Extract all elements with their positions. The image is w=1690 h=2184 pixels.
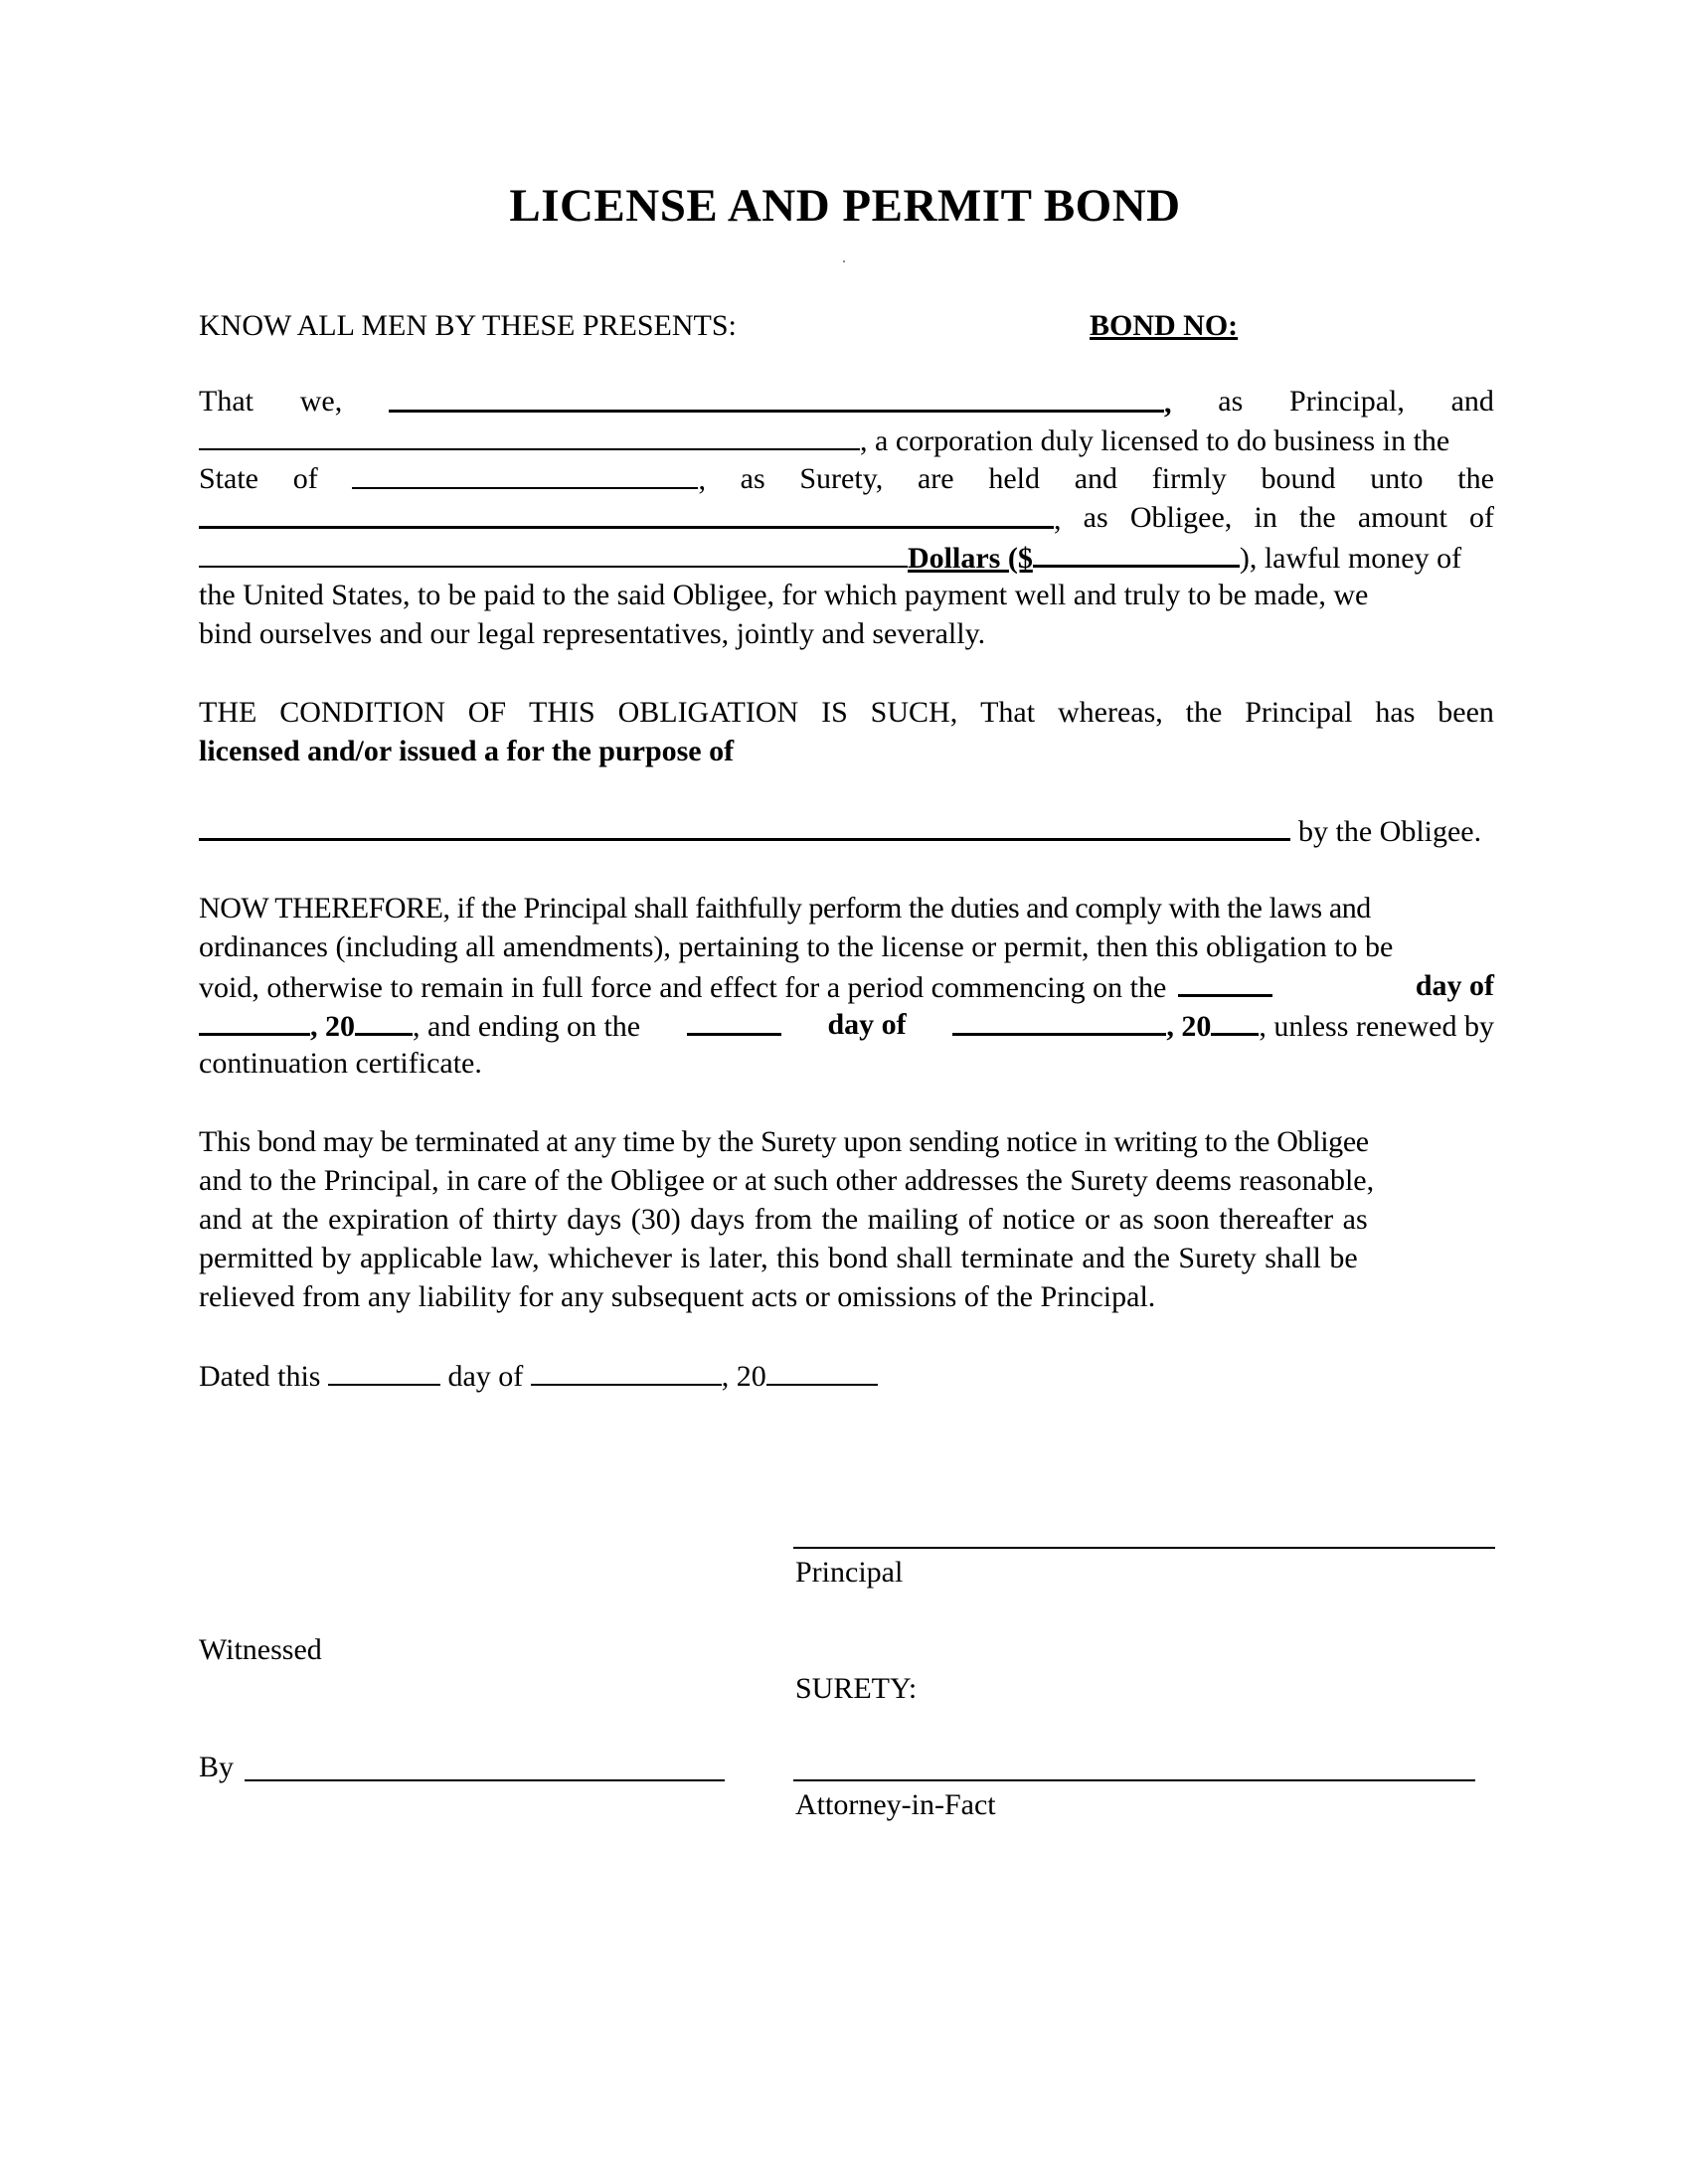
para1-line1: That we, , as Principal, and <box>199 382 1494 422</box>
para1-line4: , as Obligee, in the amount of <box>199 498 1494 539</box>
para1-line3: State of , as Surety, are held and firmly bound unto the <box>199 459 1494 499</box>
para3-line1: NOW THEREFORE, if the Principal shall faithfully perform the duties and comply with the laws and <box>199 892 1371 924</box>
intro-line <box>199 306 1494 345</box>
witness-signature-line[interactable] <box>245 1779 725 1781</box>
para3-line5: continuation certificate. <box>199 1047 482 1080</box>
amount-number-field[interactable] <box>1033 537 1240 568</box>
state-field[interactable] <box>352 459 698 489</box>
principal-signature-line[interactable] <box>793 1547 1495 1549</box>
document-title: LICENSE AND PERMIT BOND <box>509 180 1181 232</box>
para2-purpose-line: by the Obligee. <box>199 810 1494 851</box>
para4-line5: relieved from any liability for any subsequent acts or omissions of the Principal. <box>199 1280 1156 1313</box>
attorney-signature-line[interactable] <box>793 1779 1475 1781</box>
end-month-field[interactable] <box>952 1005 1166 1036</box>
attorney-in-fact-label: Attorney-in-Fact <box>795 1788 996 1821</box>
purpose-field[interactable] <box>199 810 1290 841</box>
dollars-label: Dollars ($ <box>908 542 1033 575</box>
intro-text: KNOW ALL MEN BY THESE PRESENTS: <box>199 309 737 342</box>
principal-name-field[interactable] <box>389 382 1164 413</box>
para4-line4: permitted by applicable law, whichever is later, this bond shall terminate and the Surety shall be <box>199 1242 1358 1274</box>
obligee-name-field[interactable] <box>199 498 1054 529</box>
witnessed-label: Witnessed <box>199 1633 322 1666</box>
surety-label: SURETY: <box>795 1672 918 1705</box>
start-month-field[interactable] <box>199 1005 310 1036</box>
para4-line1: This bond may be terminated at any time by the Surety upon sending notice in writing to the Obligee <box>199 1125 1369 1158</box>
para2-line2: licensed and/or issued a for the purpose of <box>199 735 735 767</box>
para3-line3: void, otherwise to remain in full force and effect for a period commencing on the day of <box>199 966 1494 1007</box>
dated-month-field[interactable] <box>531 1356 722 1386</box>
para1-line2: , a corporation duly licensed to do business in the <box>199 420 1494 460</box>
para2-line1: THE CONDITION OF THIS OBLIGATION IS SUCH, That whereas, the Principal has been <box>199 696 1494 729</box>
start-year-field[interactable] <box>355 1005 413 1036</box>
para1-line7: bind ourselves and our legal representatives, jointly and severally. <box>199 617 986 650</box>
dated-day-field[interactable] <box>328 1356 440 1386</box>
stray-mark <box>843 260 845 262</box>
bond-number-label: BOND NO: <box>1090 309 1239 342</box>
end-year-field[interactable] <box>1211 1005 1259 1036</box>
amount-words-field[interactable] <box>199 538 908 568</box>
by-label: By <box>199 1751 235 1783</box>
end-day-field[interactable] <box>687 1005 781 1036</box>
surety-name-field[interactable] <box>199 420 860 450</box>
para3-line4: , 20 , and ending on the day of , 20 , unless renewed by <box>199 1005 1494 1046</box>
para1-line5: Dollars ($ ), lawful money of <box>199 537 1494 578</box>
start-day-field[interactable] <box>1178 966 1272 997</box>
dated-year-field[interactable] <box>766 1356 878 1386</box>
para1-line6: the United States, to be paid to the said Obligee, for which payment well and truly to be made, we <box>199 579 1369 611</box>
para4-line3: and at the expiration of thirty days (30) days from the mailing of notice or as soon thereafter as <box>199 1203 1368 1236</box>
dated-line: Dated this day of , 20 <box>199 1356 1494 1396</box>
para4-line2: and to the Principal, in care of the Obligee or at such other addresses the Surety deems reasonable, <box>199 1164 1375 1197</box>
principal-label: Principal <box>795 1556 904 1589</box>
para3-line2: ordinances (including all amendments), pertaining to the license or permit, then this obligation to be <box>199 930 1394 963</box>
